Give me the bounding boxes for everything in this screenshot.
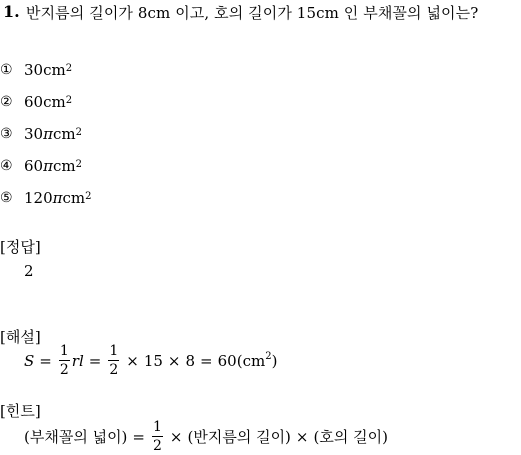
solution-frac1 [59, 344, 70, 377]
choice-3[interactable] [0, 124, 82, 144]
choice-2-value: 60cm [24, 93, 66, 111]
choice-1-power: 2 [65, 62, 73, 74]
solution-eq2: = [88, 351, 102, 370]
hint-times1: × [169, 427, 183, 446]
solution-frac2-den: 2 [109, 362, 119, 378]
choice-5-power: 2 [85, 190, 92, 202]
choice-1-mark: ① [0, 62, 13, 78]
choice-5[interactable] [0, 188, 92, 208]
hint-radius: (반지름의 길이) [187, 428, 291, 446]
solution-8: 8 [185, 351, 196, 370]
hint-frac-den: 2 [153, 438, 162, 454]
hint-equation [24, 420, 388, 453]
choice-4[interactable] [0, 156, 82, 176]
choice-4-mark: ④ [0, 158, 13, 174]
choice-4-unit: cm [52, 157, 76, 175]
choice-1-value: 30cm [24, 61, 66, 79]
choice-3-value: 30 [24, 125, 44, 143]
solution-label: [해설] [0, 328, 41, 346]
choice-3-unit: cm [52, 125, 76, 143]
solution-rl: rl [71, 351, 84, 370]
question-text: 반지름의 길이가 8cm 이고, 호의 길이가 15cm 인 부채꼴의 넓이는? [26, 4, 479, 22]
solution-eq3: = [200, 351, 213, 370]
hint-arc: (호의 길이) [313, 428, 388, 446]
solution-times1: × [126, 351, 139, 370]
choice-2-power: 2 [65, 94, 73, 106]
solution-frac1-num: 1 [59, 343, 69, 359]
solution-frac2 [108, 344, 119, 377]
choice-5-pi: π [52, 189, 63, 207]
choice-4-pi: π [43, 157, 53, 175]
choice-5-mark: ⑤ [0, 190, 13, 206]
solution-frac1-den: 2 [59, 362, 69, 378]
hint-lhs: (부채꼴의 넓이) [24, 428, 128, 446]
hint-eq: = [132, 427, 145, 446]
solution-result-close: ) [271, 351, 278, 370]
hint-times2: × [295, 427, 309, 446]
choice-2-mark: ② [0, 94, 13, 110]
solution-15: 15 [143, 351, 163, 370]
solution-equation [24, 344, 277, 377]
choice-3-pi: π [43, 125, 53, 143]
choice-4-power: 2 [75, 158, 82, 170]
choice-2[interactable] [0, 92, 72, 112]
choice-5-unit: cm [62, 189, 86, 207]
question-number: 1. [3, 2, 20, 21]
solution-eq1: = [39, 351, 52, 370]
solution-lhs: S [24, 351, 35, 370]
solution-frac2-num: 1 [109, 343, 119, 359]
choice-3-mark: ③ [0, 126, 13, 142]
solution-result: 60(cm [217, 351, 266, 370]
answer-label: [정답] [0, 238, 41, 256]
choice-4-value: 60 [24, 157, 44, 175]
answer-value: 2 [24, 262, 34, 280]
solution-times2: × [167, 351, 181, 370]
choice-5-value: 120 [24, 189, 53, 207]
hint-label: [힌트] [0, 402, 41, 420]
hint-frac-num: 1 [153, 419, 162, 435]
hint-frac [152, 420, 163, 453]
choice-1[interactable] [0, 60, 72, 80]
choice-3-power: 2 [75, 126, 82, 138]
solution-result-power: 2 [265, 351, 272, 362]
